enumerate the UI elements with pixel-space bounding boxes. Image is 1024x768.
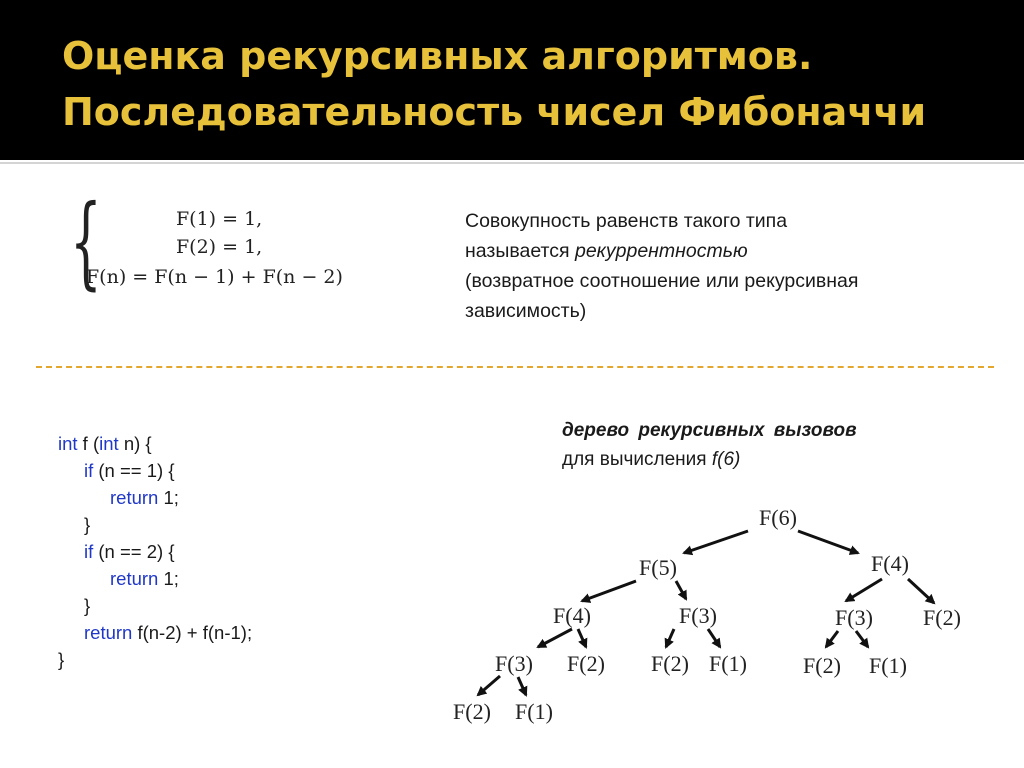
code-line [58, 646, 252, 673]
tree-node-f2-right: F(2) [923, 605, 961, 630]
recurrence-description [465, 206, 985, 326]
tree-edge [684, 531, 748, 553]
code-text: } [84, 595, 91, 616]
code-text: (n == 1) { [93, 460, 175, 481]
code-line [58, 565, 252, 592]
code-text: f ( [77, 433, 100, 454]
code-line [58, 484, 252, 511]
code-text: } [84, 514, 91, 535]
tree-caption-prefix: для вычисления [562, 449, 712, 470]
tree-node-f6: F(6) [759, 505, 797, 530]
title-line-2: Последовательность чисел Фибоначчи [62, 90, 927, 134]
tree-node-f2: F(2) [803, 653, 841, 678]
desc-line-3: (возвратное соотношение или рекурсивная [465, 270, 859, 292]
code-keyword: int [99, 433, 119, 454]
tree-edge [666, 629, 674, 647]
brace-symbol: { [70, 183, 102, 300]
desc-line-1: Совокупность равенств такого типа [465, 210, 788, 232]
tree-edge [708, 629, 720, 647]
formula-line-2: F(2) = 1, [176, 236, 263, 258]
tree-node-f3-mid: F(3) [679, 603, 717, 628]
tree-edge [518, 677, 526, 695]
tree-node-f4-right: F(4) [871, 551, 909, 576]
tree-edge [856, 631, 868, 647]
tree-node-f2: F(2) [567, 651, 605, 676]
tree-node-f2: F(2) [651, 651, 689, 676]
tree-edge [578, 629, 586, 647]
tree-node-f1: F(1) [709, 651, 747, 676]
tree-edge [908, 579, 934, 603]
tree-caption-subtitle [562, 445, 857, 474]
recursion-tree [430, 495, 990, 735]
title-line-1: Оценка рекурсивных алгоритмов. [62, 34, 813, 78]
code-line [58, 457, 252, 484]
code-keyword: if [84, 541, 94, 562]
tree-node-f5: F(5) [639, 555, 677, 580]
tree-edge [538, 629, 572, 647]
code-text: } [58, 649, 65, 670]
code-text: n) { [118, 433, 152, 454]
header-divider [0, 162, 1024, 164]
tree-node-f1: F(1) [869, 653, 907, 678]
code-keyword: if [84, 460, 94, 481]
code-line [58, 592, 252, 619]
tree-edge [478, 676, 500, 695]
recurrence-formula [70, 183, 390, 300]
formula-line-1: F(1) = 1, [176, 208, 263, 230]
tree-edge [846, 579, 882, 601]
desc-line-2 [465, 236, 985, 266]
title-bar [0, 0, 1024, 160]
code-text: f(n-2) + f(n-1); [132, 622, 253, 643]
tree-node-f3-right: F(3) [835, 605, 873, 630]
code-keyword: return [110, 568, 159, 589]
code-text: 1; [158, 568, 179, 589]
code-line [58, 538, 252, 565]
tree-caption [562, 416, 857, 474]
tree-node-f3-left: F(3) [495, 651, 533, 676]
tree-caption-term: f(6) [711, 449, 741, 470]
tree-node-f4-left: F(4) [553, 603, 591, 628]
desc-line-2-prefix: называется [465, 240, 575, 262]
code-text: (n == 2) { [93, 541, 175, 562]
code-line [58, 430, 252, 457]
tree-caption-title: дерево рекурсивных вызовов [562, 420, 857, 441]
section-divider [36, 366, 994, 368]
code-keyword: return [110, 487, 159, 508]
code-keyword: int [58, 433, 78, 454]
code-line [58, 511, 252, 538]
recurrence-term: рекуррентностью [574, 240, 748, 262]
code-block [58, 430, 252, 673]
tree-edge [798, 531, 858, 553]
code-keyword: return [84, 622, 133, 643]
code-line [58, 619, 252, 646]
tree-node-f2: F(2) [453, 699, 491, 724]
slide-title [62, 28, 926, 140]
formula-line-3: F(n) = F(n − 1) + F(n − 2) [86, 266, 343, 288]
tree-node-f1: F(1) [515, 699, 553, 724]
tree-edge [676, 581, 686, 599]
tree-edge [826, 631, 838, 647]
code-text: 1; [158, 487, 179, 508]
desc-line-4: зависимость) [465, 300, 587, 322]
tree-edge [582, 581, 636, 601]
